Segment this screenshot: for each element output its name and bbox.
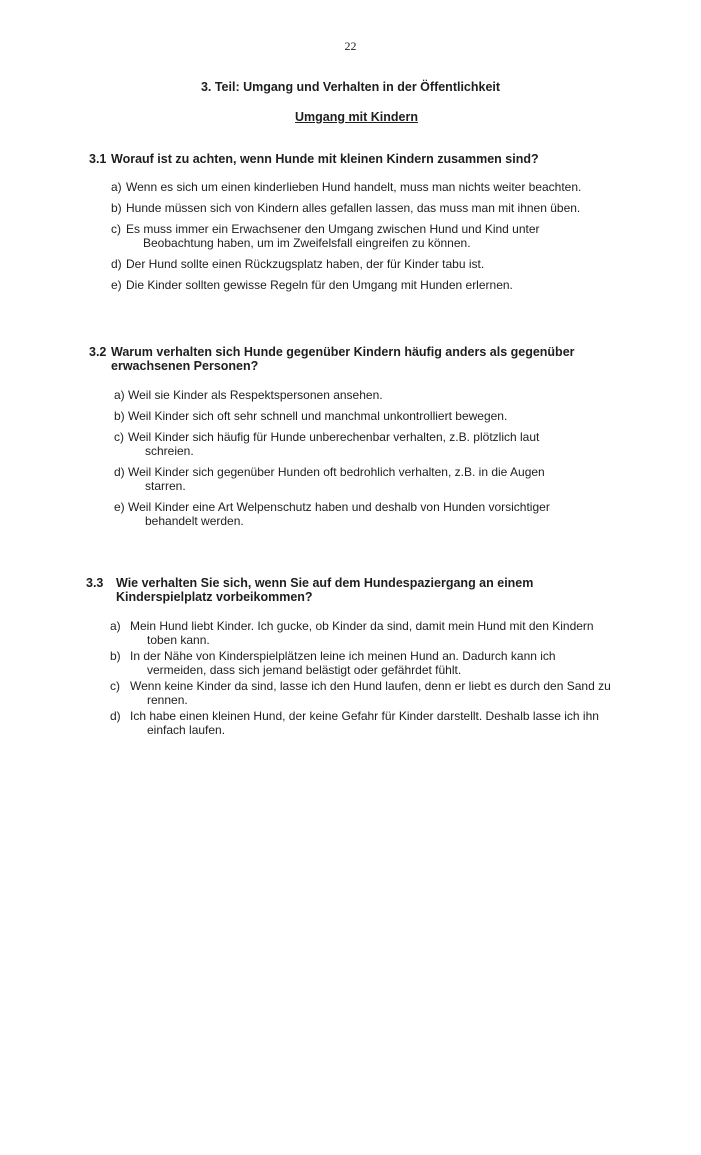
question-number: 3.1 [89,152,107,166]
question-title: Worauf ist zu achten, wenn Hunde mit kleinen Kindern zusammen sind? [111,152,539,166]
answer-text: Mein Hund liebt Kinder. Ich gucke, ob Kinder da sind, damit mein Hund mit den Kindern toben kann. [130,619,594,647]
answer-item [114,409,584,423]
answer-item [110,619,620,647]
answer-letter: c) [114,430,124,444]
answer-item [111,201,621,215]
question-title: Wie verhalten Sie sich, wenn Sie auf dem Hundespaziergang an einem Kinderspielplatz vorbeikommen? [116,576,534,604]
answer-text: Weil Kinder sich oft sehr schnell und manchmal unkontrolliert bewegen. [128,409,508,423]
answer-letter: a) [111,180,122,194]
answer-text: Es muss immer ein Erwachsener den Umgang zwischen Hund und Kind unter Beobachtung haben, um im Zweifelsfall eingreifen zu können. [126,222,540,250]
answer-letter: e) [111,278,122,292]
section-title [0,110,701,124]
answer-text: Die Kinder sollten gewisse Regeln für den Umgang mit Hunden erlernen. [126,278,513,292]
answer-text: Hunde müssen sich von Kindern alles gefallen lassen, das muss man mit ihnen üben. [126,201,581,215]
answer-item [110,679,620,707]
answer-item [111,278,621,292]
answer-item [111,180,621,194]
answer-letter: a) [110,619,121,633]
answer-letter: d) [114,465,125,479]
answer-item [114,500,584,528]
answer-item [114,465,574,493]
answer-list [110,619,620,737]
question-title: Warum verhalten sich Hunde gegenüber Kindern häufig anders als gegenüber erwachsenen Personen? [111,345,575,373]
answer-letter: e) [114,500,125,514]
answer-letter: a) [114,388,125,402]
page-number: 22 [344,39,357,53]
section-title-text: Umgang mit Kindern [295,110,418,124]
answer-letter: b) [114,409,125,423]
answer-item [114,388,584,402]
answer-list [111,180,621,292]
answer-text: Wenn es sich um einen kinderlieben Hund handelt, muss man nichts weiter beachten. [126,180,582,194]
answer-letter: c) [110,679,120,693]
answer-text: Weil Kinder sich gegenüber Hunden oft bedrohlich verhalten, z.B. in die Augen starren. [128,465,545,493]
answer-text: Weil Kinder eine Art Welpenschutz haben und deshalb von Hunden vorsichtiger behandelt werden. [128,500,550,528]
answer-text: Wenn keine Kinder da sind, lasse ich den Hund laufen, denn er liebt es durch den Sand zu rennen. [130,679,611,707]
question-number: 3.3 [86,576,104,590]
answer-text: Ich habe einen kleinen Hund, der keine Gefahr für Kinder darstellt. Deshalb lasse ich ihn einfach laufen. [130,709,599,737]
answer-letter: b) [110,649,121,663]
answer-item [114,430,574,458]
answer-list [114,388,584,528]
part-title: 3. Teil: Umgang und Verhalten in der Öffentlichkeit [200,80,501,94]
answer-letter: b) [111,201,122,215]
question-number: 3.2 [89,345,107,359]
answer-item [110,709,620,737]
answer-text: In der Nähe von Kinderspielplätzen leine ich meinen Hund an. Dadurch kann ich vermeiden, dass sich jemand belästigt oder gefährdet fühlt. [130,649,556,677]
answer-letter: d) [110,709,121,723]
answer-item [111,222,571,250]
answer-text: Weil sie Kinder als Respektspersonen ansehen. [128,388,383,402]
answer-text: Weil Kinder sich häufig für Hunde unberechenbar verhalten, z.B. plötzlich laut schreien. [128,430,540,458]
answer-letter: d) [111,257,122,271]
answer-text: Der Hund sollte einen Rückzugsplatz haben, der für Kinder tabu ist. [126,257,485,271]
answer-item [110,649,590,677]
answer-letter: c) [111,222,121,236]
answer-item [111,257,621,271]
